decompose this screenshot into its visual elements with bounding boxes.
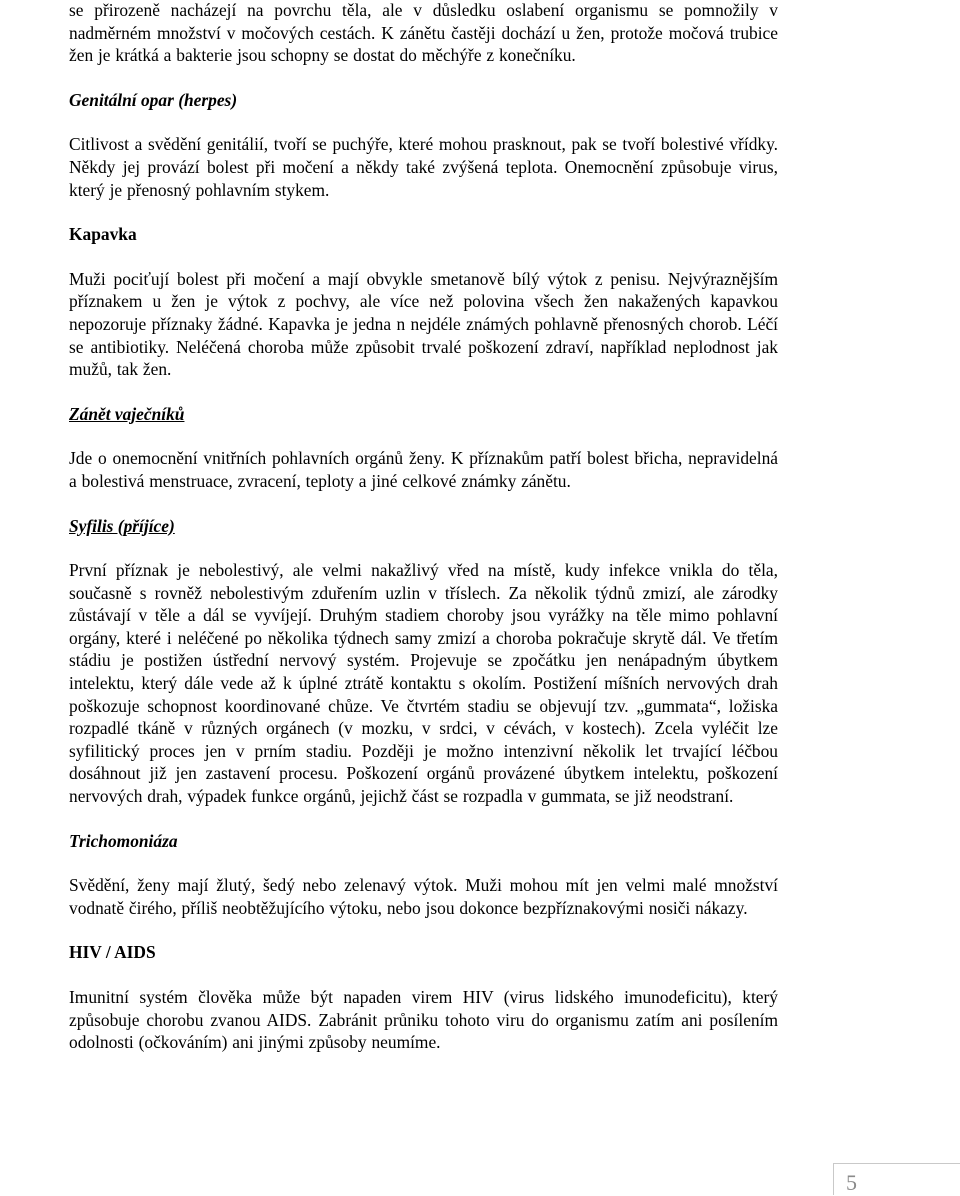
heading-zanet-vajecniku-text: Zánět vaječníků [69, 403, 185, 424]
paragraph-hiv-aids: Imunitní systém člověka může být napaden virem HIV (virus lidského imunodeficitu), který způsobuje chorobu zvanou AIDS. Zabránit průniku tohoto viru do organismu zatím ani posílením odolnosti (očkováním) ani jinými způsoby neumíme. [69, 987, 778, 1053]
page-number: 5 [846, 1170, 857, 1195]
document-page [69, 0, 778, 1054]
paragraph-herpes: Citlivost a svědění genitálií, tvoří se puchýře, které mohou prasknout, pak se tvoří bolestivé vřídky. Někdy jej provází bolest při močení a někdy také zvýšená teplota. Onemocnění způsobuje virus, který je přenosný pohlavním stykem. [69, 134, 778, 200]
paragraph-syfilis: První příznak je nebolestivý, ale velmi nakažlivý vřed na místě, kudy infekce vnikla do těla, současně s rovněž nebolestivým zduřením uzlin v tříslech. Za několik týdnů zmizí, ale zárodky zůstávají v těle a dál se vyvíjejí. Druhým stadiem choroby jsou vyrážky na těle mimo pohlavní orgány, které i neléčené po několika týdnech samy zmizí a choroba pokračuje skrytě dál. Ve třetím stádiu je postižen ústřední nervový systém. Projevuje se zpočátku jen nenápadným úbytkem intelektu, který dále vede až k úplné ztrátě kontaktu s okolím. Postižení míšních nervových drah poškozuje schopnost koordinované chůze. Ve čtvrtém stadiu se objevují tzv. „gummata“, ložiska rozpadlé tkáně v různých orgánech (v mozku, v srdci, v cévách, v kostech). Zcela vyléčit lze syfilitický proces jen v prním stadiu. Později je možno intenzivní několik let trvající léčbou dosáhnout již jen zastavení procesu. Poškození orgánů provázené úbytkem intelektu, poškození nervových drah, výpadek funkce orgánů, jejichž část se rozpadla v gummata, se již neodstraní. [69, 560, 778, 807]
heading-trichomoniaza: Trichomoniáza [69, 830, 178, 851]
page-number-box [833, 1163, 960, 1195]
heading-syfilis-text: Syfilis (příjíce) [69, 515, 175, 536]
heading-hiv-aids: HIV / AIDS [69, 942, 156, 963]
heading-syfilis [69, 515, 778, 538]
heading-zanet-vajecniku [69, 403, 778, 426]
intro-paragraph: se přirozeně nacházejí na povrchu těla, ale v důsledku oslabení organismu se pomnožily v nadměrném množství v močových cestách. K zánětu častěji dochází u žen, protože močová trubice žen je krátká a bakterie jsou schopny se dostat do měchýře z konečníku. [69, 0, 778, 66]
heading-herpes: Genitální opar (herpes) [69, 89, 238, 110]
paragraph-zanet-vajecniku: Jde o onemocnění vnitřních pohlavních orgánů ženy. K příznakům patří bolest břicha, nepravidelná a bolestivá menstruace, zvracení, teploty a jiné celkové známky zánětu. [69, 448, 778, 491]
paragraph-kapavka: Muži pociťují bolest při močení a mají obvykle smetanově bílý výtok z penisu. Nejvýraznějším příznakem u žen je výtok z pochvy, ale více než polovina všech žen nakažených kapavkou nepozoruje příznaky žádné. Kapavka je jedna n nejdéle známých pohlavně přenosných chorob. Léčí se antibiotiky. Neléčená choroba může způsobit trvalé poškození zdraví, například neplodnost jak mužů, tak žen. [69, 268, 778, 380]
paragraph-trichomoniaza: Svědění, ženy mají žlutý, šedý nebo zelenavý výtok. Muži mohou mít jen velmi malé množství vodnatě čirého, příliš neobtěžujícího výtoku, nebo jsou dokonce bezpříznakovými nosiči nákazy. [69, 875, 778, 918]
heading-kapavka: Kapavka [69, 224, 137, 245]
